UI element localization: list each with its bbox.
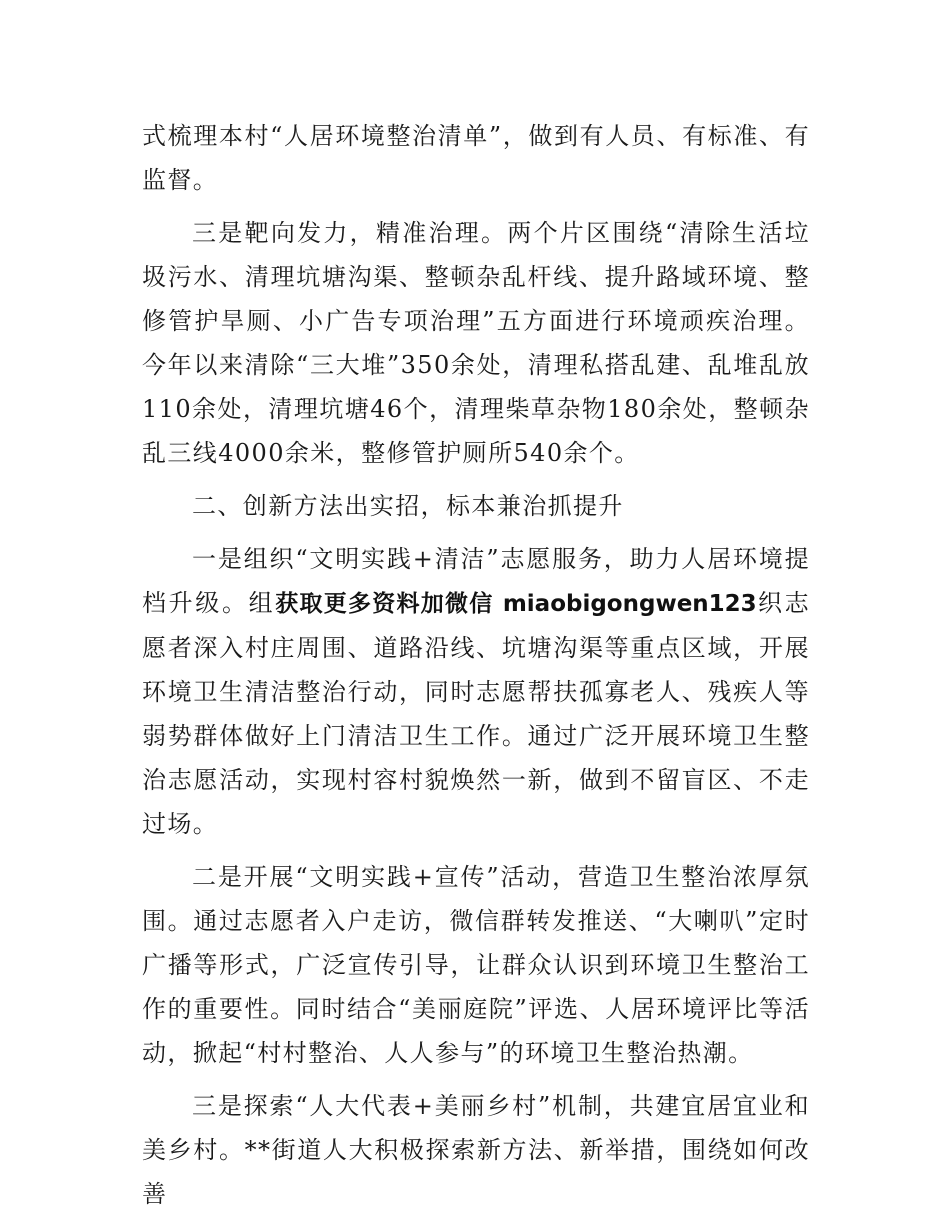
document-body [142,114,810,1225]
paragraph-publicity-activity: 二是开展“文明实践+宣传”活动，营造卫生整治浓厚氛围。通过志愿者入户走访，微信群转发推送、“大喇叭”定时广播等形式，广泛宣传引导，让群众认识到环境卫生整治工作的重要性。同时结合“美丽庭院”评选、人居环境评比等活动，掀起“村村整治、人人参与”的环境卫生整治热潮。 [142,863,810,1067]
paragraph-text-after-watermark: 织志愿者深入村庄周围、道路沿线、坑塘沟渠等重点区域，开展环境卫生清洁整治行动，同时志愿帮扶孤寡老人、残疾人等弱势群体做好上门清洁卫生工作。通过广泛开展环境卫生整治志愿活动，实现村容村貌焕然一新，做到不留盲区、不走过场。 [142,589,810,838]
section-heading-two: 二、创新方法出实招，标本兼治抓提升 [192,492,624,520]
paragraph-deputy-mechanism: 三是探索“人大代表+美丽乡村”机制，共建宜居宜业和美乡村。**街道人大积极探索新方法、新举措，围绕如何改善 [142,1092,810,1208]
watermark-text: 获取更多资料加微信 miaobigongwen123 [275,591,757,617]
paragraph-volunteer-service [142,537,810,846]
paragraph-continued: 式梳理本村“人居环境整治清单”，做到有人员、有标准、有监督。 [142,122,810,194]
paragraph-targeted-governance: 三是靶向发力，精准治理。两个片区围绕“清除生活垃圾污水、清理坑塘沟渠、整顿杂乱杆线、提升路域环境、整修管护旱厕、小广告专项治理”五方面进行环境顽疾治理。今年以来清除“三大堆”350余处，清理私搭乱建、乱堆乱放110余处，清理坑塘46个，清理柴草杂物180余处，整顿杂乱三线4000余米，整修管护厕所540余个。 [142,219,810,467]
paragraph-text-before-watermark: 一是组织“文明实践+清洁”志愿服务，助力人居环境提档升级。组 [142,545,810,617]
